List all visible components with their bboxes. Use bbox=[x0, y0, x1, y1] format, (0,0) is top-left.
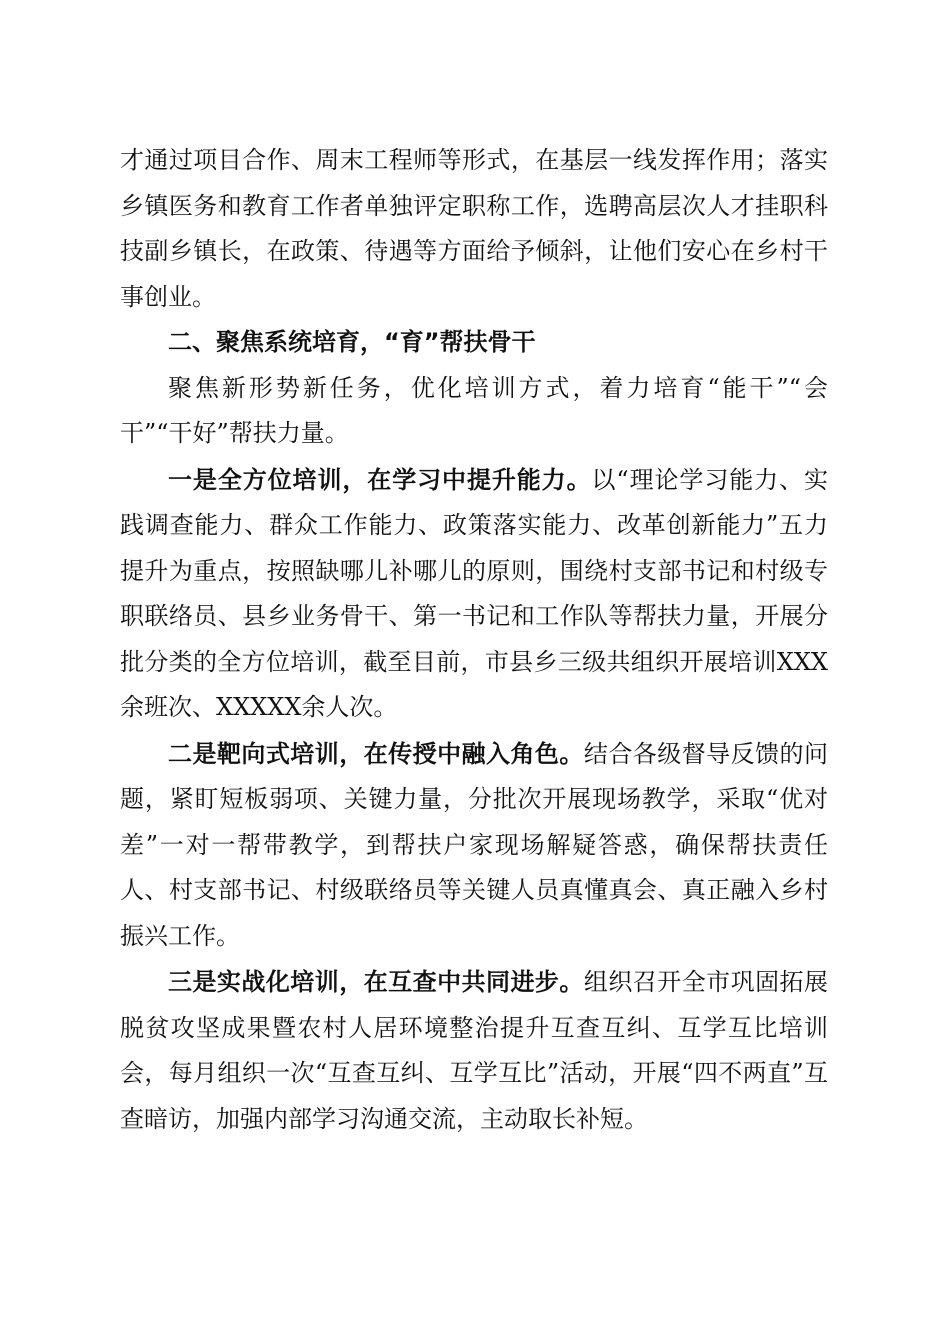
item-body-3: 组织召开全市巩固拓展脱贫攻坚成果暨农村人居环境整治提升互查互纠、互学互比培训会，每月组织一次“互查互纠、互学互比”活动，开展“四不两直”互查暗访，加强内部学习沟通交流，主动取长补短。 bbox=[120, 968, 829, 1133]
paragraph-continuation: 才通过项目合作、周末工程师等形式，在基层一线发挥作用；落实乡镇医务和教育工作者单独评定职称工作，选聘高层次人才挂职科技副乡镇长，在政策、待遇等方面给予倾斜，让他们安心在乡村干事创业。 bbox=[120, 146, 828, 311]
item-lead-2: 二是靶向式培训，在传授中融入角色。 bbox=[168, 738, 584, 768]
document-body bbox=[120, 138, 828, 1142]
item-paragraph-3 bbox=[120, 959, 828, 1142]
item-paragraph-2 bbox=[120, 731, 828, 960]
item-lead-3: 三是实战化培训，在互查中共同进步。 bbox=[168, 967, 584, 996]
item-paragraph-1 bbox=[120, 457, 828, 731]
section-heading: 二、聚焦系统培育，“育”帮扶骨干 bbox=[168, 328, 536, 356]
item-body-1: 以“理论学习能力、实践调查能力、群众工作能力、政策落实能力、改革创新能力”五力提升为重点，按照缺哪儿补哪儿的原则，围绕村支部书记和村级专职联络员、县乡业务骨干、第一书记和工作队等帮扶力量，开展分批分类的全方位培训，截至目前，市县乡三级共组织开展培训XXX余班次、XXXXX余人次。 bbox=[120, 465, 828, 721]
item-lead-1: 一是全方位培训，在学习中提升能力。 bbox=[168, 464, 592, 494]
item-body-2: 结合各级督导反馈的问题，紧盯短板弱项、关键力量，分批次开展现场教学，采取“优对差”一对一帮带教学，到帮扶户家现场解疑答惑，确保帮扶责任人、村支部书记、村级联络员等关键人员真懂真会、真正融入乡村振兴工作。 bbox=[120, 739, 829, 950]
section-intro-paragraph: 聚焦新形势新任务，优化培训方式，着力培育“能干”“会干”“干好”帮扶力量。 bbox=[120, 373, 828, 447]
